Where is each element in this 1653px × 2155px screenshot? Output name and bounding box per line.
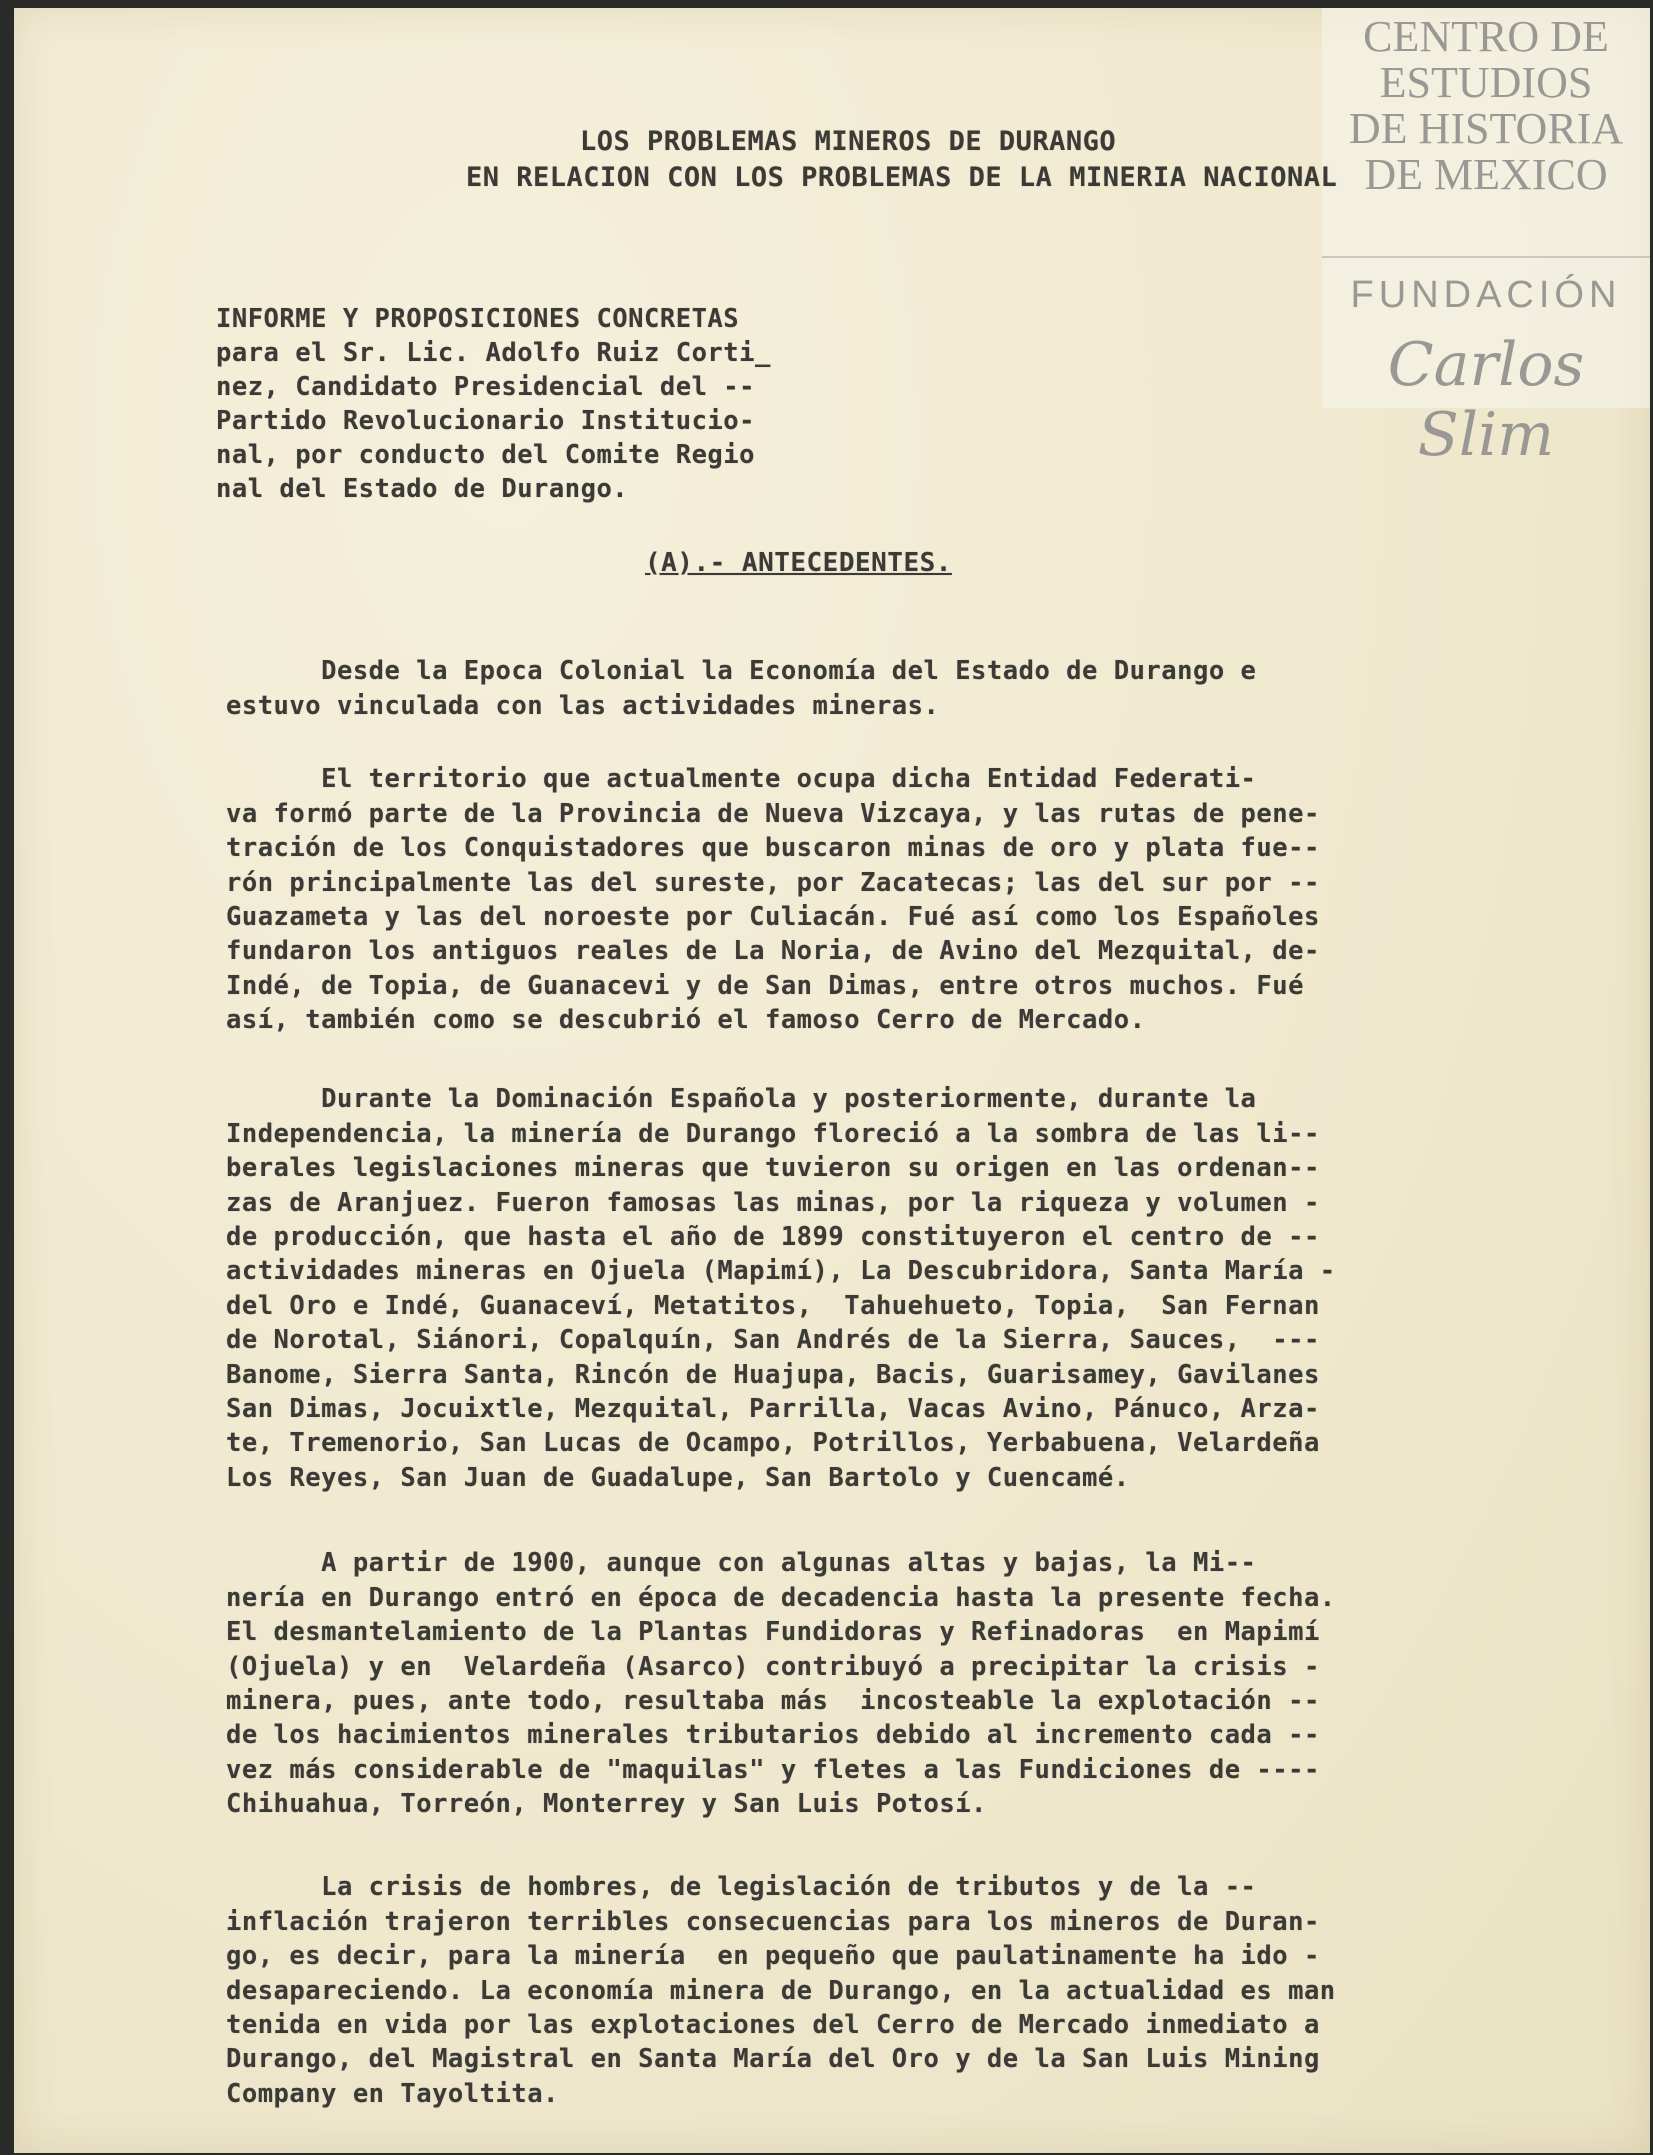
paragraph-line: así, también como se descubrió el famoso Cerro de Mercado.: [226, 1005, 1146, 1036]
paragraph-line: A partir de 1900, aunque con algunas altas y bajas, la Mi--: [226, 1548, 1257, 1579]
paragraph-line: va formó parte de la Provincia de Nueva Vizcaya, y las rutas de pene-: [226, 798, 1320, 829]
paragraph-line: Desde la Epoca Colonial la Economía del Estado de Durango e: [226, 656, 1257, 687]
watermark-foundation: FUNDACIÓN: [1350, 274, 1622, 316]
paragraph-line: tenida en vida por las explotaciones del Cerro de Mercado inmediato a: [226, 2010, 1320, 2041]
paragraph-line: te, Tremenorio, San Lucas de Ocampo, Potrillos, Yerbabuena, Velardeña: [226, 1428, 1320, 1459]
paragraph-line: desapareciendo. La economía minera de Durango, en la actualidad es man: [226, 1975, 1336, 2006]
paragraph-line: de producción, que hasta el año de 1899 constituyeron el centro de --: [226, 1222, 1320, 1253]
paragraph-line: Independencia, la minería de Durango floreció a la sombra de las li--: [226, 1118, 1320, 1149]
paragraph-3: [226, 1048, 1336, 1530]
title-line-1: LOS PROBLEMAS MINEROS DE DURANGO: [580, 126, 1117, 157]
paragraph-line: Banome, Sierra Santa, Rincón de Huajupa, Bacis, Guarisamey, Gavilanes: [226, 1359, 1320, 1390]
title-line-2: EN RELACION CON LOS PROBLEMAS DE LA MINERIA NACIONAL: [466, 162, 1338, 193]
paragraph-line: Company en Tayoltita.: [226, 2078, 559, 2109]
paragraph-line: tración de los Conquistadores que buscaron minas de oro y plata fue--: [226, 833, 1320, 864]
watermark-line: CENTRO DE: [1363, 12, 1609, 61]
paragraph-5: [226, 1836, 1336, 2146]
paragraph-line: actividades mineras en Ojuela (Mapimí), La Descubridora, Santa María -: [226, 1256, 1336, 1287]
report-block: [216, 268, 771, 540]
paragraph-line: Guazameta y las del noroeste por Culiacán. Fué así como los Españoles: [226, 902, 1320, 933]
paragraph-line: (Ojuela) y en Velardeña (Asarco) contribuyó a precipitar la crisis -: [226, 1651, 1320, 1682]
paragraph-line: del Oro e Indé, Guanaceví, Metatitos, Tahuehueto, Topia, San Fernan: [226, 1290, 1320, 1321]
paragraph-line: de los hacimientos minerales tributarios debido al incremento cada --: [226, 1720, 1320, 1751]
paragraph-line: fundaron los antiguos reales de La Noria, de Avino del Mezquital, de-: [226, 936, 1320, 967]
paragraph-line: go, es decir, para la minería en pequeño que paulatinamente ha ido -: [226, 1941, 1320, 1972]
report-line: INFORME Y PROPOSICIONES CONCRETAS: [216, 304, 740, 334]
paragraph-line: minera, pues, ante todo, resultaba más incosteable la explotación --: [226, 1686, 1320, 1717]
watermark-line: DE MEXICO: [1364, 150, 1608, 199]
archive-watermark: [1322, 8, 1650, 470]
paragraph-line: inflación trajeron terribles consecuencias para los mineros de Duran-: [226, 1906, 1320, 1937]
watermark-line: DE HISTORIA: [1348, 104, 1624, 153]
paragraph-2: [226, 728, 1320, 1072]
watermark-line: ESTUDIOS: [1379, 58, 1593, 107]
paragraph-line: Los Reyes, San Juan de Guadalupe, San Bartolo y Cuencamé.: [226, 1462, 1130, 1493]
paragraph-line: Durante la Dominación Española y posteriormente, durante la: [226, 1084, 1257, 1115]
paragraph-line: nería en Durango entró en época de decadencia hasta la presente fecha.: [226, 1582, 1336, 1613]
report-line: Partido Revolucionario Institucio-: [216, 406, 755, 436]
paragraph-line: zas de Aranjuez. Fueron famosas las minas, por la riqueza y volumen -: [226, 1187, 1320, 1218]
paragraph-line: vez más considerable de "maquilas" y fletes a las Fundiciones de ----: [226, 1754, 1320, 1785]
paragraph-line: Indé, de Topia, de Guanacevi y de San Dimas, entre otros muchos. Fué: [226, 970, 1304, 1001]
paragraph-line: rón principalmente las del sureste, por Zacatecas; las del sur por --: [226, 867, 1320, 898]
paragraph-line: estuvo vinculada con las actividades mineras.: [226, 690, 940, 721]
watermark-divider: [1322, 256, 1650, 258]
paragraph-line: Durango, del Magistral en Santa María del Oro y de la San Luis Mining: [226, 2044, 1320, 2075]
paragraph-line: berales legislaciones mineras que tuvieron su origen en las ordenan--: [226, 1153, 1320, 1184]
section-heading: (A).- ANTECEDENTES.: [645, 548, 952, 578]
paragraph-line: El desmantelamiento de la Plantas Fundidoras y Refinadoras en Mapimí: [226, 1617, 1320, 1648]
paragraph-line: El territorio que actualmente ocupa dicha Entidad Federati-: [226, 764, 1257, 795]
report-line: nez, Candidato Presidencial del --: [216, 372, 755, 402]
paragraph-line: San Dimas, Jocuixtle, Mezquital, Parrilla, Vacas Avino, Pánuco, Arza-: [226, 1394, 1320, 1425]
report-line: para el Sr. Lic. Adolfo Ruiz Corti_: [216, 338, 771, 368]
paragraph-line: La crisis de hombres, de legislación de tributos y de la --: [226, 1872, 1257, 1903]
report-line: nal del Estado de Durango.: [216, 474, 629, 504]
paragraph-line: de Norotal, Siánori, Copalquín, San Andrés de la Sierra, Sauces, ---: [226, 1325, 1320, 1356]
paragraph-4: [226, 1512, 1336, 1856]
report-line: nal, por conducto del Comite Regio: [216, 440, 755, 470]
paragraph-line: Chihuahua, Torreón, Monterrey y San Luis Potosí.: [226, 1789, 987, 1820]
watermark-signature: Carlos Slim: [1387, 330, 1585, 470]
